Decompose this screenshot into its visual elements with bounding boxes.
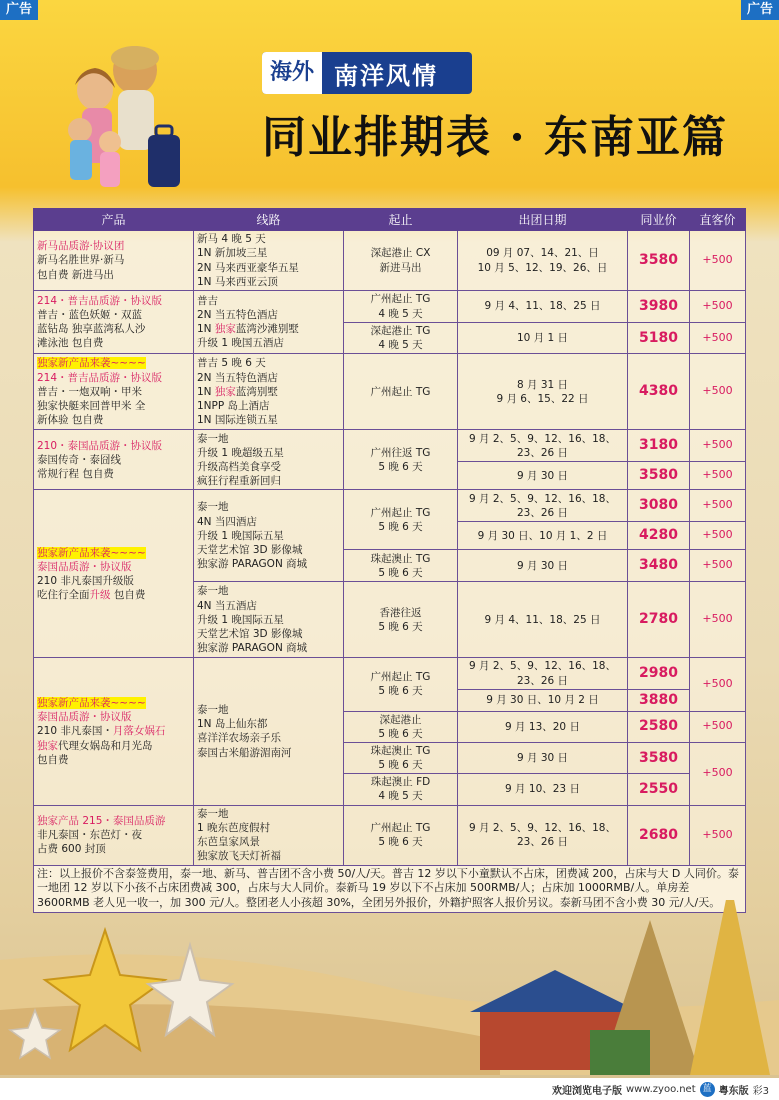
footer-edition: 粤东版 bbox=[718, 1085, 749, 1097]
direct-price: +500 bbox=[690, 658, 746, 711]
agency-price: 3880 bbox=[628, 689, 690, 711]
agency-price: 2550 bbox=[628, 774, 690, 805]
route-cell: 新马 4 晚 5 天 1N 新加坡三星 2N 马来西亚豪华五星 1N 马来西亚云顶 bbox=[194, 231, 344, 291]
col-header: 产品 bbox=[34, 209, 194, 231]
dates-cell: 9 月 30 日、10 月 1、2 日 bbox=[458, 522, 628, 550]
depart-cell: 广州往返 TG 5 晚 6 天 bbox=[344, 430, 458, 490]
product-cell: 独家新产品来袭~~~~ 泰国品质游・协议版 210 非凡泰国升级版 吃住行全面升级 包自费 bbox=[34, 490, 194, 658]
footer-welcome: 欢迎浏览电子版 bbox=[552, 1085, 622, 1097]
direct-price: +500 bbox=[690, 522, 746, 550]
direct-price: +500 bbox=[690, 711, 746, 742]
product-cell: 独家新产品来袭~~~~ 泰国品质游・协议版 210 非凡泰国・月落女娲石 独家代理女娲岛和月光岛 包自费 bbox=[34, 658, 194, 805]
family-photo-illustration bbox=[40, 30, 205, 195]
route-cell: 普吉 2N 当五特色酒店 1N 独家蓝湾沙滩别墅 升级 1 晚国五酒店 bbox=[194, 291, 344, 354]
product-cell: 214・普吉品质游・协议版 普吉・蓝色妖姬・双蓝 蓝钻岛 独享蓝湾私人沙 滩泳池 包自费 bbox=[34, 291, 194, 354]
agency-price: 2980 bbox=[628, 658, 690, 689]
dates-cell: 9 月 2、5、9、12、16、18、 23、26 日 bbox=[458, 430, 628, 462]
route-cell: 泰一地 升级 1 晚超级五星 升级高档美食享受 疯狂行程重新回归 bbox=[194, 430, 344, 490]
footer-bar bbox=[0, 1078, 779, 1100]
direct-price: +500 bbox=[690, 430, 746, 462]
agency-price: 3580 bbox=[628, 462, 690, 490]
agency-price: 5180 bbox=[628, 323, 690, 354]
table-row bbox=[34, 658, 746, 689]
route-cell: 泰一地 1N 岛上仙东都 喜洋洋农场亲子乐 泰国古米船游湄南河 bbox=[194, 658, 344, 805]
dates-cell: 9 月 2、5、9、12、16、18、 23、26 日 bbox=[458, 490, 628, 522]
dates-cell: 9 月 4、11、18、25 日 bbox=[458, 291, 628, 323]
agency-price: 3980 bbox=[628, 291, 690, 323]
agency-price: 2680 bbox=[628, 805, 690, 865]
ad-tag-right: 广告 bbox=[741, 0, 779, 20]
schedule-table bbox=[33, 208, 746, 913]
dates-cell: 9 月 30 日 bbox=[458, 742, 628, 773]
depart-cell: 深起港止 5 晚 6 天 bbox=[344, 711, 458, 742]
footer-site-link[interactable]: www.zyoo.net bbox=[626, 1083, 696, 1095]
agency-price: 4280 bbox=[628, 522, 690, 550]
route-cell: 普吉 5 晚 6 天 2N 当五特色酒店 1N 独家蓝湾别墅 1NPP 岛上酒店 1N 国际连锁五星 bbox=[194, 354, 344, 430]
dates-cell: 9 月 13、20 日 bbox=[458, 711, 628, 742]
agency-price: 4380 bbox=[628, 354, 690, 430]
dates-cell: 8 月 31 日 9 月 6、15、22 日 bbox=[458, 354, 628, 430]
table-row bbox=[34, 430, 746, 462]
depart-cell: 广州起止 TG 4 晚 5 天 bbox=[344, 291, 458, 323]
depart-cell: 广州起止 TG 5 晚 6 天 bbox=[344, 658, 458, 711]
depart-cell: 广州起止 TG 5 晚 6 天 bbox=[344, 490, 458, 550]
direct-price: +500 bbox=[690, 462, 746, 490]
beach-temple-illustration bbox=[0, 900, 779, 1075]
product-cell: 210・泰国品质游・协议版 泰国传奇・泰囧线 常规行程 包自费 bbox=[34, 430, 194, 490]
direct-price: +500 bbox=[690, 323, 746, 354]
agency-price: 2780 bbox=[628, 582, 690, 658]
dates-cell: 9 月 4、11、18、25 日 bbox=[458, 582, 628, 658]
table-row bbox=[34, 354, 746, 430]
agency-price: 3580 bbox=[628, 231, 690, 291]
agency-price: 3580 bbox=[628, 742, 690, 773]
depart-cell: 香港往返 5 晚 6 天 bbox=[344, 582, 458, 658]
col-header: 出团日期 bbox=[458, 209, 628, 231]
depart-cell: 广州起止 TG 5 晚 6 天 bbox=[344, 805, 458, 865]
dates-cell: 09 月 07、14、21、日 10 月 5、12、19、26、日 bbox=[458, 231, 628, 291]
agency-price: 3180 bbox=[628, 430, 690, 462]
direct-price: +500 bbox=[690, 490, 746, 522]
col-header: 同业价 bbox=[628, 209, 690, 231]
agency-price: 2580 bbox=[628, 711, 690, 742]
direct-price: +500 bbox=[690, 231, 746, 291]
direct-price: +500 bbox=[690, 582, 746, 658]
dates-cell: 9 月 30 日 bbox=[458, 462, 628, 490]
page-title: 同业排期表 · 东南亚篇 bbox=[262, 112, 728, 163]
agency-price: 3080 bbox=[628, 490, 690, 522]
footnote: 注：以上报价不含泰签费用，泰一地、新马、普吉团不含小费 50/人/天。普吉 12 岁以下小童默认不占床，团费减 200，占床与大 D 人同价。泰一地团 12 岁以下小孩不占床团费减 300，占床与大人同价。泰新马 19 岁以下不占床加 500RMB/人；占床加 1000RMB/人。单房差 3600RMB 老人见一收一，加 300 元/人。整团老人小孩超 30%，全团另外报价，外籍护照客人报价另议。泰新马团不含小费 30 元/人/天。 bbox=[34, 865, 746, 913]
direct-price: +500 bbox=[690, 291, 746, 323]
direct-price: +500 bbox=[690, 805, 746, 865]
edition-badge-icon: 蓝 bbox=[700, 1082, 715, 1097]
depart-cell: 深起港止 CX 新进马出 bbox=[344, 231, 458, 291]
product-cell: 独家产品 215・泰国品质游 非凡泰国・东芭灯・夜 占费 600 封顶 bbox=[34, 805, 194, 865]
footer-page-number: 彩3 bbox=[752, 1085, 769, 1097]
table-row bbox=[34, 805, 746, 865]
col-header: 直客价 bbox=[690, 209, 746, 231]
table-header-row bbox=[34, 209, 746, 231]
direct-price: +500 bbox=[690, 354, 746, 430]
dates-cell: 9 月 30 日、10 月 2 日 bbox=[458, 689, 628, 711]
brand-overseas: 海外 bbox=[262, 52, 322, 94]
dates-cell: 9 月 10、23 日 bbox=[458, 774, 628, 805]
depart-cell: 珠起澳止 FD 4 晚 5 天 bbox=[344, 774, 458, 805]
dates-cell: 10 月 1 日 bbox=[458, 323, 628, 354]
dates-cell: 9 月 2、5、9、12、16、18、 23、26 日 bbox=[458, 805, 628, 865]
depart-cell: 珠起澳止 TG 5 晚 6 天 bbox=[344, 550, 458, 582]
brand-nanyang: 南洋风情 bbox=[334, 61, 439, 90]
depart-cell: 珠起澳止 TG 5 晚 6 天 bbox=[344, 742, 458, 773]
direct-price: +500 bbox=[690, 742, 746, 805]
dates-cell: 9 月 2、5、9、12、16、18、 23、26 日 bbox=[458, 658, 628, 689]
agency-price: 3480 bbox=[628, 550, 690, 582]
product-cell: 新马品质游·协议团 新马名胜世界·新马 包自费 新进马出 bbox=[34, 231, 194, 291]
depart-cell: 深起港止 TG 4 晚 5 天 bbox=[344, 323, 458, 354]
depart-cell: 广州起止 TG bbox=[344, 354, 458, 430]
product-cell: 独家新产品来袭~~~~ 214・普吉品质游・协议版 普吉・一炮双响・甲米 独家快艇来回普甲米 全 新体验 包自费 bbox=[34, 354, 194, 430]
brand-banner bbox=[262, 52, 472, 94]
col-header: 线路 bbox=[194, 209, 344, 231]
route-cell: 泰一地 1 晚东芭度假村 东芭皇家风景 独家放飞天灯祈福 bbox=[194, 805, 344, 865]
table-row bbox=[34, 231, 746, 291]
route-cell: 泰一地 4N 当四酒店 升级 1 晚国际五星 天堂艺术馆 3D 影像城 独家游 PARAGON 商城 bbox=[194, 490, 344, 582]
table-row bbox=[34, 291, 746, 323]
col-header: 起止 bbox=[344, 209, 458, 231]
dates-cell: 9 月 30 日 bbox=[458, 550, 628, 582]
direct-price: +500 bbox=[690, 550, 746, 582]
ad-tag-left: 广告 bbox=[0, 0, 38, 20]
table-row bbox=[34, 490, 746, 522]
route-cell: 泰一地 4N 当五酒店 升级 1 晚国际五星 天堂艺术馆 3D 影像城 独家游 PARAGON 商城 bbox=[194, 582, 344, 658]
